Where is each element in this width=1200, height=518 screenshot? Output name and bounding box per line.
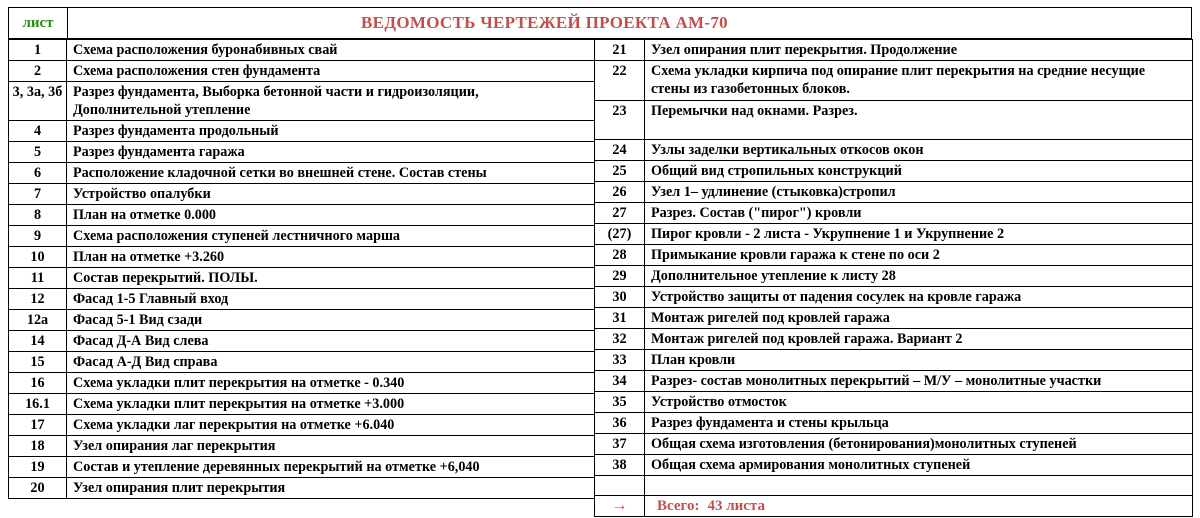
table-row (9, 268, 595, 289)
sheet-number: 4 (9, 121, 67, 142)
table-row (595, 224, 1193, 245)
sheet-title: Фасад Д-А Вид слева (67, 331, 595, 352)
sheet-number: 17 (9, 415, 67, 436)
table-row (595, 203, 1193, 224)
sheet-title: Разрез фундамента и стены крыльца (645, 413, 1193, 434)
sheet-number: 16 (9, 373, 67, 394)
sheet-number: 7 (9, 184, 67, 205)
empty-cell (595, 476, 645, 496)
sheet-number: 6 (9, 163, 67, 184)
table-row (9, 184, 595, 205)
table-row (595, 392, 1193, 413)
sheet-number: 3, 3а, 3б (9, 82, 67, 121)
table-row (9, 457, 595, 478)
sheet-title: Пирог кровли - 2 листа - Укрупнение 1 и Укрупнение 2 (645, 224, 1193, 245)
sheet-title: Фасад 1-5 Главный вход (67, 289, 595, 310)
sheet-title: План на отметке 0.000 (67, 205, 595, 226)
table-row (9, 82, 595, 121)
sheet-title: Схема расположения ступеней лестничного марша (67, 226, 595, 247)
table-row (9, 373, 595, 394)
sheet-title: Примыкание кровли гаража к стене по оси 2 (645, 245, 1193, 266)
table-row (595, 182, 1193, 203)
total-value: 43 листа (707, 498, 765, 514)
sheet-number: 1 (9, 40, 67, 61)
sheet-column-label: лист (9, 8, 68, 38)
table-row-empty (595, 476, 1193, 496)
sheet-number: 14 (9, 331, 67, 352)
sheet-title: Фасад А-Д Вид справа (67, 352, 595, 373)
table-row (9, 163, 595, 184)
sheet-number: 20 (9, 478, 67, 499)
table-row (595, 329, 1193, 350)
table-row (9, 352, 595, 373)
sheet-title: Монтаж ригелей под кровлей гаража. Вариант 2 (645, 329, 1193, 350)
sheet-title: Узел опирания плит перекрытия (67, 478, 595, 499)
sheet-title: Общий вид стропильных конструкций (645, 161, 1193, 182)
sheet-number: 32 (595, 329, 645, 350)
sheet-number: 12а (9, 310, 67, 331)
total-label: Всего: (657, 498, 700, 514)
sheet-number: 8 (9, 205, 67, 226)
sheet-title: Устройство защиты от падения сосулек на кровле гаража (645, 287, 1193, 308)
sheet-number: 10 (9, 247, 67, 268)
table-row (595, 245, 1193, 266)
table-row (9, 142, 595, 163)
sheet-title: Схема расположения стен фундамента (67, 61, 595, 82)
sheet-title: Дополнительное утепление к листу 28 (645, 266, 1193, 287)
register-header (8, 7, 1192, 39)
sheet-number: 27 (595, 203, 645, 224)
table-row (9, 121, 595, 142)
table-row (9, 415, 595, 436)
sheet-title: Фасад 5-1 Вид сзади (67, 310, 595, 331)
sheet-number: 28 (595, 245, 645, 266)
sheet-title: Схема расположения буронабивных свай (67, 40, 595, 61)
table-row (595, 308, 1193, 329)
sheet-number: 26 (595, 182, 645, 203)
arrow-icon: → (595, 496, 645, 517)
sheet-title: План на отметке +3.260 (67, 247, 595, 268)
sheet-number: 22 (595, 61, 645, 101)
table-row (595, 287, 1193, 308)
sheet-number: 30 (595, 287, 645, 308)
sheet-number: 36 (595, 413, 645, 434)
sheet-title: Расположение кладочной сетки во внешней стене. Состав стены (67, 163, 595, 184)
sheet-number: 11 (9, 268, 67, 289)
sheet-number: 25 (595, 161, 645, 182)
sheet-title: Общая схема армирования монолитных ступеней (645, 455, 1193, 476)
sheet-title: Разрез- состав монолитных перекрытий – М/У – монолитные участки (645, 371, 1193, 392)
table-row (595, 101, 1193, 140)
total-sheets (645, 496, 1193, 517)
sheet-title: Разрез. Состав ("пирог") кровли (645, 203, 1193, 224)
sheet-number: 24 (595, 140, 645, 161)
sheet-title: Состав и утепление деревянных перекрытий на отметке +6,040 (67, 457, 595, 478)
table-row (9, 40, 595, 61)
sheet-number: 5 (9, 142, 67, 163)
sheet-number: 18 (9, 436, 67, 457)
sheet-number: 23 (595, 101, 645, 140)
sheet-number: 12 (9, 289, 67, 310)
sheet-number: (27) (595, 224, 645, 245)
sheet-title: Монтаж ригелей под кровлей гаража (645, 308, 1193, 329)
sheet-number: 38 (595, 455, 645, 476)
sheet-title: Устройство опалубки (67, 184, 595, 205)
sheet-title: Узел 1– удлинение (стыковка)стропил (645, 182, 1193, 203)
sheet-number: 35 (595, 392, 645, 413)
sheet-title: Схема укладки плит перекрытия на отметке +3.000 (67, 394, 595, 415)
table-row (595, 350, 1193, 371)
sheet-number: 2 (9, 61, 67, 82)
sheet-number: 34 (595, 371, 645, 392)
sheet-number: 33 (595, 350, 645, 371)
sheet-title: Узел опирания плит перекрытия. Продолжение (645, 40, 1193, 61)
sheet-number: 37 (595, 434, 645, 455)
table-row (595, 40, 1193, 61)
total-row (595, 496, 1193, 517)
sheet-number: 9 (9, 226, 67, 247)
sheet-title: Разрез фундамента продольный (67, 121, 595, 142)
table-row (9, 394, 595, 415)
empty-cell (645, 476, 1193, 496)
table-row (9, 331, 595, 352)
sheet-title: Разрез фундамента гаража (67, 142, 595, 163)
sheet-title: План кровли (645, 350, 1193, 371)
sheet-number: 31 (595, 308, 645, 329)
table-row (595, 434, 1193, 455)
table-row (595, 140, 1193, 161)
table-row (9, 310, 595, 331)
table-row (9, 289, 595, 310)
sheet-title: Схема укладки лаг перекрытия на отметке +6.040 (67, 415, 595, 436)
table-row (595, 61, 1193, 101)
sheet-title: Схема укладки плит перекрытия на отметке - 0.340 (67, 373, 595, 394)
table-row (9, 61, 595, 82)
right-register-table (594, 39, 1193, 517)
table-row (9, 478, 595, 499)
table-row (595, 413, 1193, 434)
sheet-title: Схема укладки кирпича под опирание плит перекрытия на средние несущие стены из газобетонных блоков. (645, 61, 1193, 101)
table-row (595, 161, 1193, 182)
sheet-number: 29 (595, 266, 645, 287)
table-row (595, 371, 1193, 392)
table-row (9, 436, 595, 457)
sheet-title: Общая схема изготовления (бетонирования)монолитных ступеней (645, 434, 1193, 455)
sheet-number: 21 (595, 40, 645, 61)
sheet-title: Состав перекрытий. ПОЛЫ. (67, 268, 595, 289)
drawings-register (8, 7, 1192, 514)
table-row (9, 247, 595, 268)
sheet-title: Узлы заделки вертикальных откосов окон (645, 140, 1193, 161)
register-title: ВЕДОМОСТЬ ЧЕРТЕЖЕЙ ПРОЕКТА АМ-70 (361, 13, 728, 32)
table-row (595, 266, 1193, 287)
table-row (9, 226, 595, 247)
sheet-number: 19 (9, 457, 67, 478)
sheet-title: Узел опирания лаг перекрытия (67, 436, 595, 457)
left-register-table (8, 39, 595, 499)
table-row (9, 205, 595, 226)
table-row (595, 455, 1193, 476)
sheet-title: Перемычки над окнами. Разрез. (645, 101, 1193, 140)
sheet-number: 16.1 (9, 394, 67, 415)
sheet-number: 15 (9, 352, 67, 373)
sheet-title: Устройство отмосток (645, 392, 1193, 413)
sheet-title: Разрез фундамента, Выборка бетонной части и гидроизоляции, Дополнительной утепление (67, 82, 595, 121)
